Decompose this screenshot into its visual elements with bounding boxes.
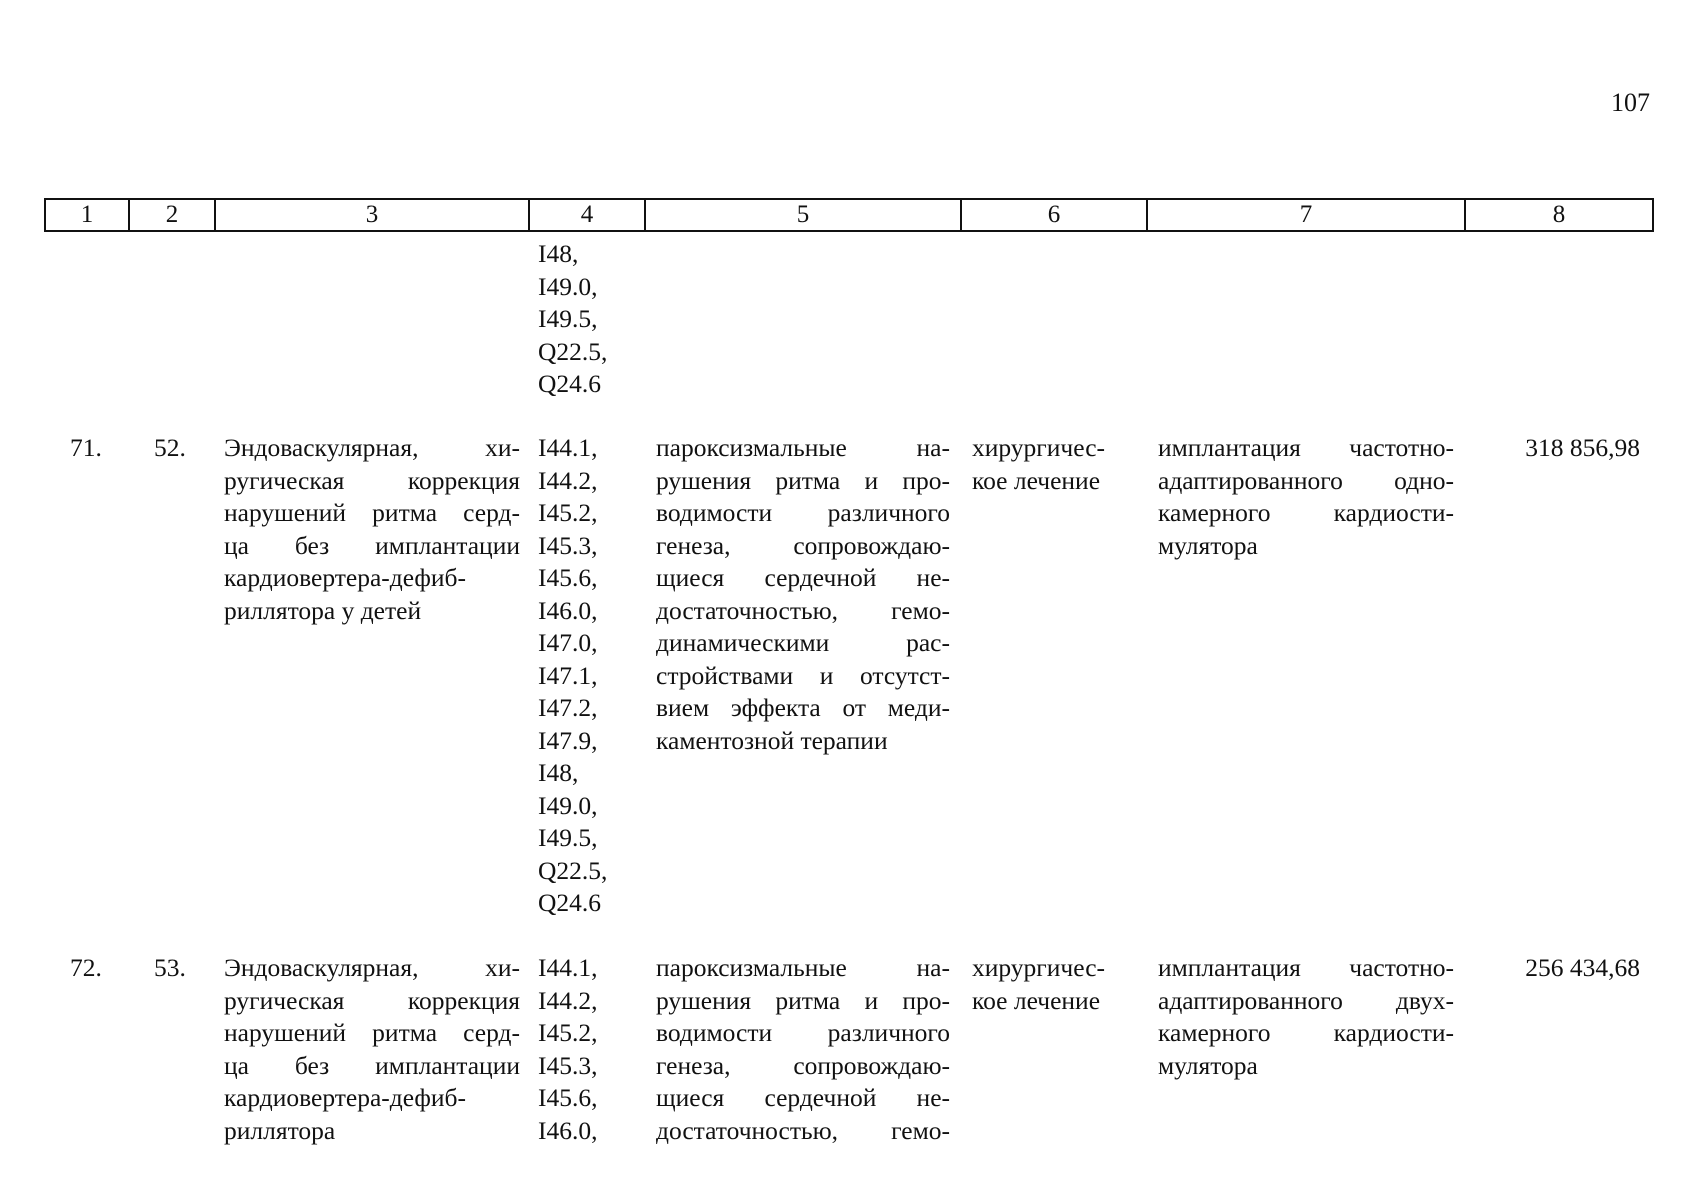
code: I49.5, <box>538 823 598 852</box>
text-line: камерного кардиости- <box>1158 498 1454 527</box>
text-line: нарушений ритма серд- <box>224 1018 520 1047</box>
header-col-7: 7 <box>1147 199 1465 231</box>
treatment-type <box>972 952 1122 1017</box>
header-col-6: 6 <box>961 199 1147 231</box>
treatment-type <box>972 432 1122 497</box>
cost-value: 318 856,98 <box>1525 433 1640 462</box>
text-line: мулятора <box>1158 530 1258 560</box>
text-line: хирургичес- <box>972 953 1106 982</box>
code: I44.2, <box>538 985 598 1015</box>
text-line: адаптированного одно- <box>1158 465 1454 495</box>
code: I45.2, <box>538 498 598 527</box>
code: I44.1, <box>538 433 598 462</box>
text-line: кое лечение <box>972 465 1101 495</box>
text-line: рушения ритма и про- <box>656 985 950 1015</box>
code: I44.1, <box>538 953 598 982</box>
care-name <box>224 952 520 1147</box>
code: I45.6, <box>538 1083 598 1112</box>
text-line: имплантация частотно- <box>1158 953 1454 982</box>
text-line: мулятора <box>1158 1050 1258 1080</box>
text-line: пароксизмальные на- <box>656 953 950 982</box>
code: I49.0, <box>538 271 598 301</box>
header-col-2: 2 <box>129 199 215 231</box>
text-line: кардиовертера-дефиб- <box>224 563 466 592</box>
text-line: кое лечение <box>972 985 1101 1015</box>
text-line: риллятора <box>224 1115 336 1145</box>
group-number: 53. <box>154 953 186 982</box>
header-col-8: 8 <box>1465 199 1653 231</box>
cost-value: 256 434,68 <box>1525 953 1640 982</box>
code: I47.9, <box>538 725 598 755</box>
treatment-method <box>1158 952 1454 1082</box>
text-line: ругическая коррекция <box>224 985 520 1015</box>
code: I45.3, <box>538 1050 598 1080</box>
text-line: хирургичес- <box>972 433 1106 462</box>
text-line: генеза, сопровождаю- <box>656 530 950 560</box>
text-line: нарушений ритма серд- <box>224 498 520 527</box>
code: I45.2, <box>538 1018 598 1047</box>
text-line: кардиовертера-дефиб- <box>224 1083 466 1112</box>
text-line: камерного кардиости- <box>1158 1018 1454 1047</box>
code: Q22.5, <box>538 336 608 366</box>
code: I47.1, <box>538 660 598 690</box>
page-number: 107 <box>1611 88 1650 117</box>
treatment-method <box>1158 432 1454 562</box>
text-line: вием эффекта от меди- <box>656 693 950 722</box>
code: I46.0, <box>538 595 598 625</box>
icd-codes <box>538 432 638 920</box>
care-name <box>224 432 520 627</box>
group-number: 52. <box>154 433 186 462</box>
code: I47.0, <box>538 628 598 657</box>
text-line: динамическими рас- <box>656 628 950 657</box>
code: I49.0, <box>538 790 598 820</box>
text-line: ругическая коррекция <box>224 465 520 495</box>
text-line: имплантация частотно- <box>1158 433 1454 462</box>
patient-model <box>656 432 950 757</box>
text-line: Эндоваскулярная, хи- <box>224 953 520 982</box>
text-line: щиеся сердечной не- <box>656 563 950 592</box>
code: I48, <box>538 758 579 787</box>
text-line: риллятора у детей <box>224 595 422 625</box>
code: I44.2, <box>538 465 598 495</box>
code: Q24.6 <box>538 888 602 917</box>
text-line: щиеся сердечной не- <box>656 1083 950 1112</box>
text-line: рушения ритма и про- <box>656 465 950 495</box>
code: Q22.5, <box>538 855 608 885</box>
text-line: стройствами и отсутст- <box>656 660 950 690</box>
icd-codes <box>538 952 638 1147</box>
header-col-3: 3 <box>215 199 529 231</box>
text-line: достаточностью, гемо- <box>656 1115 950 1145</box>
row-number: 72. <box>70 953 102 982</box>
code: I46.0, <box>538 1115 598 1145</box>
code: I48, <box>538 239 579 268</box>
text-line: генеза, сопровождаю- <box>656 1050 950 1080</box>
text-line: водимости различного <box>656 498 950 527</box>
code: I45.6, <box>538 563 598 592</box>
code: I47.2, <box>538 693 598 722</box>
text-line: пароксизмальные на- <box>656 433 950 462</box>
text-line: водимости различного <box>656 1018 950 1047</box>
text-line: каментозной терапии <box>656 725 888 755</box>
text-line: достаточностью, гемо- <box>656 595 950 625</box>
column-number-header <box>44 198 1654 232</box>
header-col-4: 4 <box>529 199 645 231</box>
patient-model <box>656 952 950 1147</box>
text-line: ца без имплантации <box>224 1050 520 1080</box>
code: I45.3, <box>538 530 598 560</box>
text-line: Эндоваскулярная, хи- <box>224 433 520 462</box>
header-col-5: 5 <box>645 199 961 231</box>
code: Q24.6 <box>538 369 602 398</box>
row-number: 71. <box>70 433 102 462</box>
code: I49.5, <box>538 304 598 333</box>
text-line: адаптированного двух- <box>1158 985 1454 1015</box>
continuation-codes <box>538 238 638 401</box>
text-line: ца без имплантации <box>224 530 520 560</box>
header-col-1: 1 <box>45 199 129 231</box>
